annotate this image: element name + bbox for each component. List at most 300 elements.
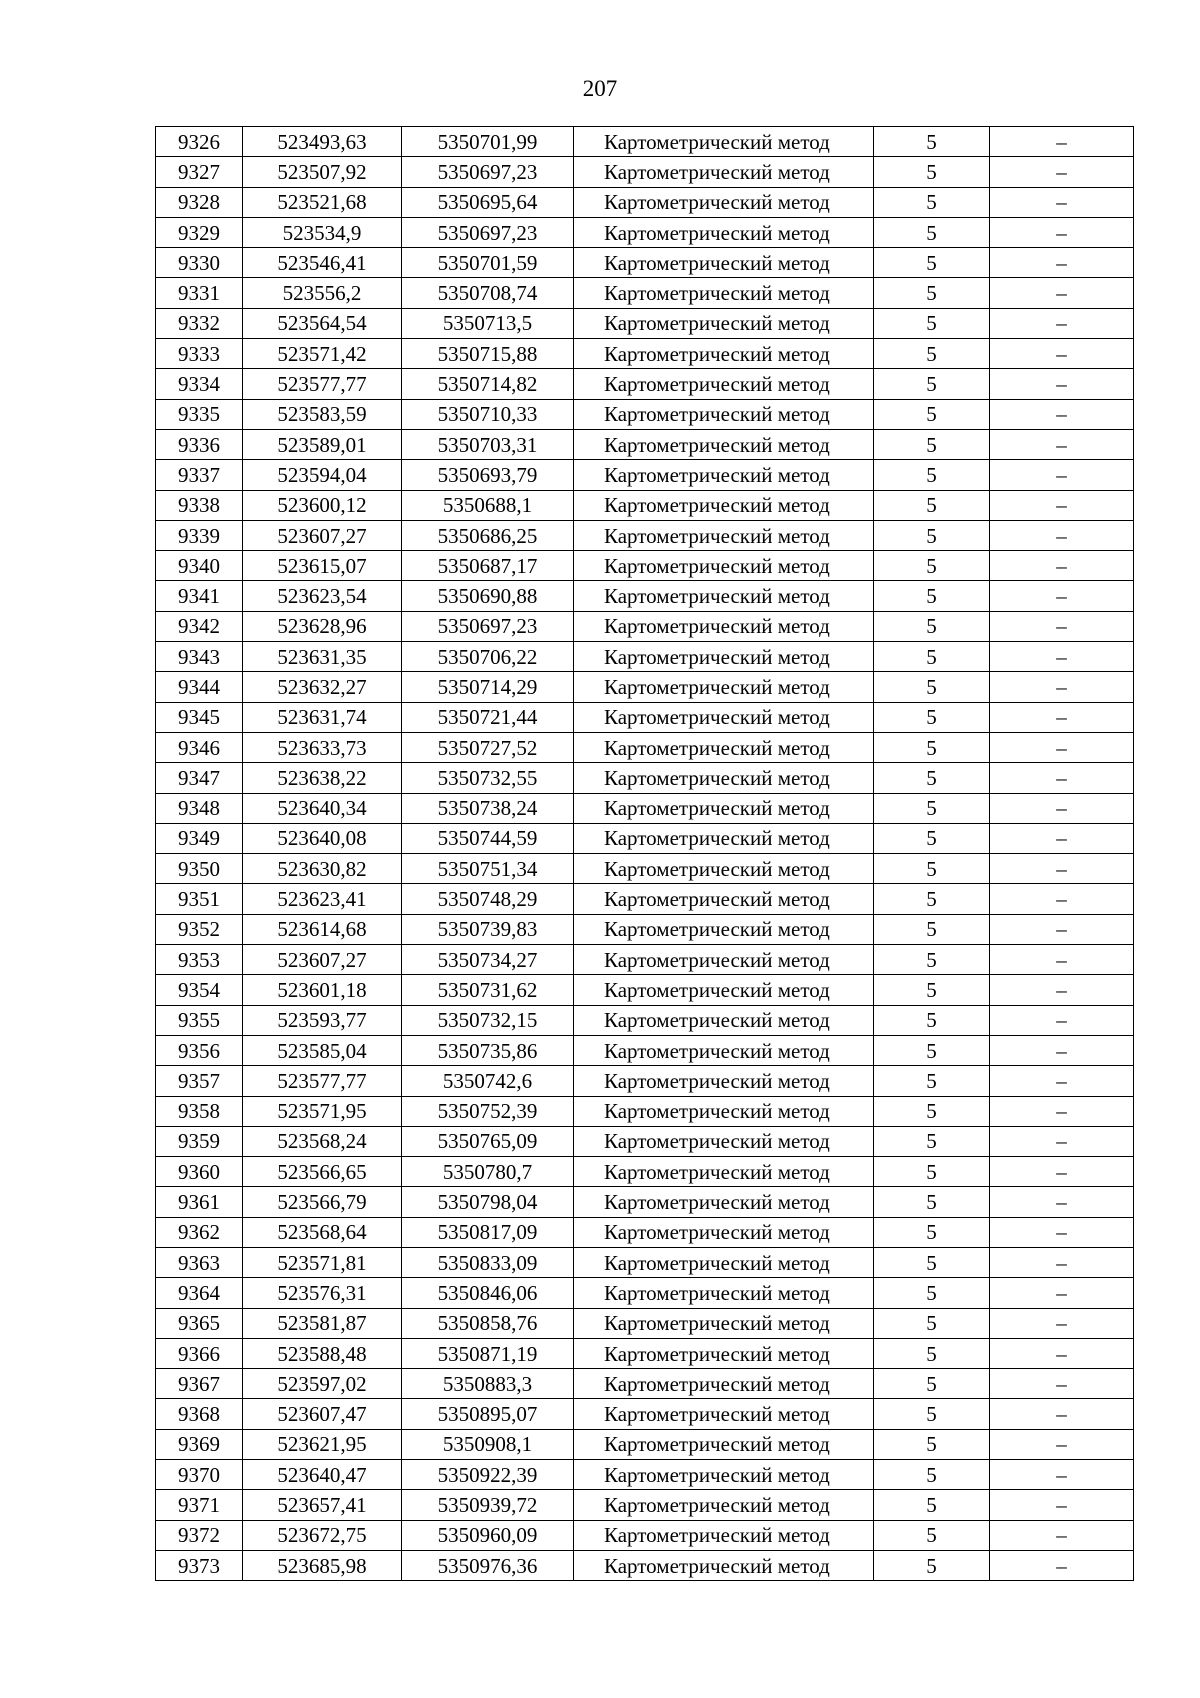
y-coordinate-cell: 5350710,33 xyxy=(402,399,574,429)
x-coordinate-cell: 523571,42 xyxy=(243,339,402,369)
x-coordinate-cell: 523621,95 xyxy=(243,1429,402,1459)
y-coordinate-cell: 5350714,82 xyxy=(402,369,574,399)
y-coordinate-cell: 5350686,25 xyxy=(402,520,574,550)
table-row xyxy=(156,1278,1134,1308)
table-row xyxy=(156,884,1134,914)
point-number-cell: 9349 xyxy=(156,823,243,853)
note-cell: – xyxy=(990,914,1134,944)
accuracy-cell: 5 xyxy=(874,429,990,459)
method-cell: Картометрический метод xyxy=(574,1460,874,1490)
accuracy-cell: 5 xyxy=(874,157,990,187)
note-cell: – xyxy=(990,1126,1134,1156)
method-cell: Картометрический метод xyxy=(574,945,874,975)
y-coordinate-cell: 5350976,36 xyxy=(402,1550,574,1580)
point-number-cell: 9360 xyxy=(156,1157,243,1187)
accuracy-cell: 5 xyxy=(874,1308,990,1338)
note-cell: – xyxy=(990,854,1134,884)
method-cell: Картометрический метод xyxy=(574,127,874,157)
method-cell: Картометрический метод xyxy=(574,551,874,581)
accuracy-cell: 5 xyxy=(874,1066,990,1096)
point-number-cell: 9371 xyxy=(156,1490,243,1520)
x-coordinate-cell: 523577,77 xyxy=(243,1066,402,1096)
point-number-cell: 9343 xyxy=(156,642,243,672)
note-cell: – xyxy=(990,1520,1134,1550)
y-coordinate-cell: 5350895,07 xyxy=(402,1399,574,1429)
table-row xyxy=(156,975,1134,1005)
table-row xyxy=(156,1066,1134,1096)
y-coordinate-cell: 5350697,23 xyxy=(402,157,574,187)
point-number-cell: 9364 xyxy=(156,1278,243,1308)
note-cell: – xyxy=(990,127,1134,157)
y-coordinate-cell: 5350751,34 xyxy=(402,854,574,884)
point-number-cell: 9356 xyxy=(156,1035,243,1065)
accuracy-cell: 5 xyxy=(874,1429,990,1459)
note-cell: – xyxy=(990,1338,1134,1368)
point-number-cell: 9373 xyxy=(156,1550,243,1580)
table-row xyxy=(156,1308,1134,1338)
y-coordinate-cell: 5350708,74 xyxy=(402,278,574,308)
point-number-cell: 9342 xyxy=(156,611,243,641)
point-number-cell: 9332 xyxy=(156,308,243,338)
point-number-cell: 9337 xyxy=(156,460,243,490)
table-row xyxy=(156,1005,1134,1035)
table-row xyxy=(156,1247,1134,1277)
method-cell: Картометрический метод xyxy=(574,672,874,702)
y-coordinate-cell: 5350690,88 xyxy=(402,581,574,611)
note-cell: – xyxy=(990,763,1134,793)
table-row xyxy=(156,429,1134,459)
method-cell: Картометрический метод xyxy=(574,1126,874,1156)
method-cell: Картометрический метод xyxy=(574,1247,874,1277)
y-coordinate-cell: 5350765,09 xyxy=(402,1126,574,1156)
y-coordinate-cell: 5350738,24 xyxy=(402,793,574,823)
accuracy-cell: 5 xyxy=(874,581,990,611)
y-coordinate-cell: 5350846,06 xyxy=(402,1278,574,1308)
point-number-cell: 9340 xyxy=(156,551,243,581)
accuracy-cell: 5 xyxy=(874,1217,990,1247)
accuracy-cell: 5 xyxy=(874,1157,990,1187)
accuracy-cell: 5 xyxy=(874,1126,990,1156)
y-coordinate-cell: 5350714,29 xyxy=(402,672,574,702)
accuracy-cell: 5 xyxy=(874,1278,990,1308)
note-cell: – xyxy=(990,732,1134,762)
note-cell: – xyxy=(990,702,1134,732)
x-coordinate-cell: 523581,87 xyxy=(243,1308,402,1338)
note-cell: – xyxy=(990,672,1134,702)
table-row xyxy=(156,1550,1134,1580)
point-number-cell: 9363 xyxy=(156,1247,243,1277)
method-cell: Картометрический метод xyxy=(574,248,874,278)
x-coordinate-cell: 523521,68 xyxy=(243,187,402,217)
y-coordinate-cell: 5350721,44 xyxy=(402,702,574,732)
method-cell: Картометрический метод xyxy=(574,1490,874,1520)
method-cell: Картометрический метод xyxy=(574,611,874,641)
x-coordinate-cell: 523568,64 xyxy=(243,1217,402,1247)
table-row xyxy=(156,369,1134,399)
method-cell: Картометрический метод xyxy=(574,399,874,429)
y-coordinate-cell: 5350697,23 xyxy=(402,217,574,247)
accuracy-cell: 5 xyxy=(874,551,990,581)
page-number: 207 xyxy=(582,76,618,101)
accuracy-cell: 5 xyxy=(874,1399,990,1429)
y-coordinate-cell: 5350688,1 xyxy=(402,490,574,520)
note-cell: – xyxy=(990,1278,1134,1308)
note-cell: – xyxy=(990,1066,1134,1096)
y-coordinate-cell: 5350748,29 xyxy=(402,884,574,914)
accuracy-cell: 5 xyxy=(874,1550,990,1580)
accuracy-cell: 5 xyxy=(874,490,990,520)
y-coordinate-cell: 5350744,59 xyxy=(402,823,574,853)
x-coordinate-cell: 523585,04 xyxy=(243,1035,402,1065)
note-cell: – xyxy=(990,1035,1134,1065)
method-cell: Картометрический метод xyxy=(574,1035,874,1065)
point-number-cell: 9347 xyxy=(156,763,243,793)
method-cell: Картометрический метод xyxy=(574,1005,874,1035)
y-coordinate-cell: 5350871,19 xyxy=(402,1338,574,1368)
accuracy-cell: 5 xyxy=(874,248,990,278)
table-row xyxy=(156,157,1134,187)
method-cell: Картометрический метод xyxy=(574,1187,874,1217)
accuracy-cell: 5 xyxy=(874,217,990,247)
x-coordinate-cell: 523507,92 xyxy=(243,157,402,187)
method-cell: Картометрический метод xyxy=(574,581,874,611)
y-coordinate-cell: 5350701,99 xyxy=(402,127,574,157)
note-cell: – xyxy=(990,551,1134,581)
y-coordinate-cell: 5350922,39 xyxy=(402,1460,574,1490)
x-coordinate-cell: 523588,48 xyxy=(243,1338,402,1368)
point-number-cell: 9329 xyxy=(156,217,243,247)
x-coordinate-cell: 523630,82 xyxy=(243,854,402,884)
point-number-cell: 9328 xyxy=(156,187,243,217)
y-coordinate-cell: 5350697,23 xyxy=(402,611,574,641)
accuracy-cell: 5 xyxy=(874,1035,990,1065)
table-row xyxy=(156,854,1134,884)
method-cell: Картометрический метод xyxy=(574,1217,874,1247)
x-coordinate-cell: 523597,02 xyxy=(243,1369,402,1399)
accuracy-cell: 5 xyxy=(874,975,990,1005)
method-cell: Картометрический метод xyxy=(574,702,874,732)
method-cell: Картометрический метод xyxy=(574,278,874,308)
method-cell: Картометрический метод xyxy=(574,914,874,944)
accuracy-cell: 5 xyxy=(874,369,990,399)
accuracy-cell: 5 xyxy=(874,339,990,369)
method-cell: Картометрический метод xyxy=(574,490,874,520)
table-row xyxy=(156,611,1134,641)
accuracy-cell: 5 xyxy=(874,732,990,762)
table-row xyxy=(156,399,1134,429)
point-number-cell: 9351 xyxy=(156,884,243,914)
x-coordinate-cell: 523657,41 xyxy=(243,1490,402,1520)
x-coordinate-cell: 523623,41 xyxy=(243,884,402,914)
table-row xyxy=(156,248,1134,278)
table-row xyxy=(156,460,1134,490)
method-cell: Картометрический метод xyxy=(574,1520,874,1550)
note-cell: – xyxy=(990,1096,1134,1126)
note-cell: – xyxy=(990,1217,1134,1247)
x-coordinate-cell: 523583,59 xyxy=(243,399,402,429)
x-coordinate-cell: 523589,01 xyxy=(243,429,402,459)
method-cell: Картометрический метод xyxy=(574,1308,874,1338)
y-coordinate-cell: 5350742,6 xyxy=(402,1066,574,1096)
table-row xyxy=(156,1126,1134,1156)
accuracy-cell: 5 xyxy=(874,1369,990,1399)
table-row xyxy=(156,308,1134,338)
x-coordinate-cell: 523601,18 xyxy=(243,975,402,1005)
method-cell: Картометрический метод xyxy=(574,1550,874,1580)
point-number-cell: 9372 xyxy=(156,1520,243,1550)
accuracy-cell: 5 xyxy=(874,945,990,975)
coordinates-table-body xyxy=(156,127,1134,1581)
x-coordinate-cell: 523571,95 xyxy=(243,1096,402,1126)
point-number-cell: 9368 xyxy=(156,1399,243,1429)
y-coordinate-cell: 5350798,04 xyxy=(402,1187,574,1217)
y-coordinate-cell: 5350939,72 xyxy=(402,1490,574,1520)
accuracy-cell: 5 xyxy=(874,127,990,157)
method-cell: Картометрический метод xyxy=(574,793,874,823)
accuracy-cell: 5 xyxy=(874,460,990,490)
point-number-cell: 9348 xyxy=(156,793,243,823)
point-number-cell: 9353 xyxy=(156,945,243,975)
y-coordinate-cell: 5350703,31 xyxy=(402,429,574,459)
point-number-cell: 9361 xyxy=(156,1187,243,1217)
point-number-cell: 9334 xyxy=(156,369,243,399)
table-row xyxy=(156,1369,1134,1399)
note-cell: – xyxy=(990,1247,1134,1277)
x-coordinate-cell: 523577,77 xyxy=(243,369,402,399)
y-coordinate-cell: 5350734,27 xyxy=(402,945,574,975)
accuracy-cell: 5 xyxy=(874,1490,990,1520)
note-cell: – xyxy=(990,1490,1134,1520)
method-cell: Картометрический метод xyxy=(574,187,874,217)
table-row xyxy=(156,127,1134,157)
note-cell: – xyxy=(990,429,1134,459)
x-coordinate-cell: 523593,77 xyxy=(243,1005,402,1035)
note-cell: – xyxy=(990,1399,1134,1429)
note-cell: – xyxy=(990,1157,1134,1187)
point-number-cell: 9345 xyxy=(156,702,243,732)
y-coordinate-cell: 5350735,86 xyxy=(402,1035,574,1065)
method-cell: Картометрический метод xyxy=(574,217,874,247)
x-coordinate-cell: 523568,24 xyxy=(243,1126,402,1156)
table-row xyxy=(156,1460,1134,1490)
method-cell: Картометрический метод xyxy=(574,823,874,853)
note-cell: – xyxy=(990,1460,1134,1490)
note-cell: – xyxy=(990,1308,1134,1338)
x-coordinate-cell: 523594,04 xyxy=(243,460,402,490)
note-cell: – xyxy=(990,217,1134,247)
x-coordinate-cell: 523546,41 xyxy=(243,248,402,278)
point-number-cell: 9369 xyxy=(156,1429,243,1459)
x-coordinate-cell: 523607,27 xyxy=(243,945,402,975)
note-cell: – xyxy=(990,187,1134,217)
method-cell: Картометрический метод xyxy=(574,1429,874,1459)
y-coordinate-cell: 5350833,09 xyxy=(402,1247,574,1277)
table-row xyxy=(156,945,1134,975)
method-cell: Картометрический метод xyxy=(574,1157,874,1187)
method-cell: Картометрический метод xyxy=(574,339,874,369)
accuracy-cell: 5 xyxy=(874,1096,990,1126)
y-coordinate-cell: 5350732,55 xyxy=(402,763,574,793)
x-coordinate-cell: 523632,27 xyxy=(243,672,402,702)
y-coordinate-cell: 5350883,3 xyxy=(402,1369,574,1399)
point-number-cell: 9352 xyxy=(156,914,243,944)
method-cell: Картометрический метод xyxy=(574,157,874,187)
note-cell: – xyxy=(990,399,1134,429)
x-coordinate-cell: 523615,07 xyxy=(243,551,402,581)
note-cell: – xyxy=(990,1550,1134,1580)
method-cell: Картометрический метод xyxy=(574,854,874,884)
x-coordinate-cell: 523493,63 xyxy=(243,127,402,157)
x-coordinate-cell: 523672,75 xyxy=(243,1520,402,1550)
accuracy-cell: 5 xyxy=(874,884,990,914)
y-coordinate-cell: 5350739,83 xyxy=(402,914,574,944)
note-cell: – xyxy=(990,611,1134,641)
accuracy-cell: 5 xyxy=(874,399,990,429)
x-coordinate-cell: 523600,12 xyxy=(243,490,402,520)
x-coordinate-cell: 523631,35 xyxy=(243,642,402,672)
y-coordinate-cell: 5350715,88 xyxy=(402,339,574,369)
accuracy-cell: 5 xyxy=(874,854,990,884)
table-row xyxy=(156,763,1134,793)
note-cell: – xyxy=(990,248,1134,278)
point-number-cell: 9330 xyxy=(156,248,243,278)
x-coordinate-cell: 523607,27 xyxy=(243,520,402,550)
method-cell: Картометрический метод xyxy=(574,460,874,490)
x-coordinate-cell: 523631,74 xyxy=(243,702,402,732)
y-coordinate-cell: 5350752,39 xyxy=(402,1096,574,1126)
accuracy-cell: 5 xyxy=(874,187,990,217)
accuracy-cell: 5 xyxy=(874,1460,990,1490)
x-coordinate-cell: 523564,54 xyxy=(243,308,402,338)
note-cell: – xyxy=(990,490,1134,520)
point-number-cell: 9367 xyxy=(156,1369,243,1399)
accuracy-cell: 5 xyxy=(874,793,990,823)
y-coordinate-cell: 5350693,79 xyxy=(402,460,574,490)
point-number-cell: 9333 xyxy=(156,339,243,369)
table-row xyxy=(156,339,1134,369)
coordinates-table xyxy=(155,126,1134,1581)
note-cell: – xyxy=(990,1005,1134,1035)
table-row xyxy=(156,1399,1134,1429)
method-cell: Картометрический метод xyxy=(574,1369,874,1399)
x-coordinate-cell: 523638,22 xyxy=(243,763,402,793)
x-coordinate-cell: 523566,65 xyxy=(243,1157,402,1187)
x-coordinate-cell: 523640,08 xyxy=(243,823,402,853)
accuracy-cell: 5 xyxy=(874,823,990,853)
x-coordinate-cell: 523628,96 xyxy=(243,611,402,641)
accuracy-cell: 5 xyxy=(874,611,990,641)
note-cell: – xyxy=(990,975,1134,1005)
accuracy-cell: 5 xyxy=(874,763,990,793)
table-row xyxy=(156,732,1134,762)
note-cell: – xyxy=(990,1369,1134,1399)
table-row xyxy=(156,490,1134,520)
point-number-cell: 9341 xyxy=(156,581,243,611)
method-cell: Картометрический метод xyxy=(574,308,874,338)
note-cell: – xyxy=(990,884,1134,914)
point-number-cell: 9338 xyxy=(156,490,243,520)
method-cell: Картометрический метод xyxy=(574,884,874,914)
point-number-cell: 9359 xyxy=(156,1126,243,1156)
point-number-cell: 9327 xyxy=(156,157,243,187)
accuracy-cell: 5 xyxy=(874,308,990,338)
table-row xyxy=(156,520,1134,550)
table-row xyxy=(156,672,1134,702)
note-cell: – xyxy=(990,278,1134,308)
accuracy-cell: 5 xyxy=(874,642,990,672)
point-number-cell: 9346 xyxy=(156,732,243,762)
table-row xyxy=(156,278,1134,308)
y-coordinate-cell: 5350713,5 xyxy=(402,308,574,338)
table-row xyxy=(156,793,1134,823)
table-row xyxy=(156,1338,1134,1368)
y-coordinate-cell: 5350727,52 xyxy=(402,732,574,762)
x-coordinate-cell: 523623,54 xyxy=(243,581,402,611)
method-cell: Картометрический метод xyxy=(574,732,874,762)
accuracy-cell: 5 xyxy=(874,1520,990,1550)
x-coordinate-cell: 523534,9 xyxy=(243,217,402,247)
method-cell: Картометрический метод xyxy=(574,520,874,550)
y-coordinate-cell: 5350908,1 xyxy=(402,1429,574,1459)
accuracy-cell: 5 xyxy=(874,914,990,944)
point-number-cell: 9350 xyxy=(156,854,243,884)
accuracy-cell: 5 xyxy=(874,1247,990,1277)
table-row xyxy=(156,1157,1134,1187)
point-number-cell: 9335 xyxy=(156,399,243,429)
table-row xyxy=(156,702,1134,732)
y-coordinate-cell: 5350701,59 xyxy=(402,248,574,278)
table-row xyxy=(156,1217,1134,1247)
x-coordinate-cell: 523556,2 xyxy=(243,278,402,308)
y-coordinate-cell: 5350817,09 xyxy=(402,1217,574,1247)
table-row xyxy=(156,217,1134,247)
table-row xyxy=(156,642,1134,672)
note-cell: – xyxy=(990,369,1134,399)
point-number-cell: 9355 xyxy=(156,1005,243,1035)
x-coordinate-cell: 523685,98 xyxy=(243,1550,402,1580)
point-number-cell: 9366 xyxy=(156,1338,243,1368)
table-row xyxy=(156,581,1134,611)
method-cell: Картометрический метод xyxy=(574,975,874,1005)
note-cell: – xyxy=(990,1429,1134,1459)
table-row xyxy=(156,1429,1134,1459)
y-coordinate-cell: 5350858,76 xyxy=(402,1308,574,1338)
y-coordinate-cell: 5350706,22 xyxy=(402,642,574,672)
table-row xyxy=(156,551,1134,581)
table-row xyxy=(156,1096,1134,1126)
method-cell: Картометрический метод xyxy=(574,1278,874,1308)
y-coordinate-cell: 5350780,7 xyxy=(402,1157,574,1187)
x-coordinate-cell: 523576,31 xyxy=(243,1278,402,1308)
y-coordinate-cell: 5350687,17 xyxy=(402,551,574,581)
x-coordinate-cell: 523640,47 xyxy=(243,1460,402,1490)
table-row xyxy=(156,1490,1134,1520)
note-cell: – xyxy=(990,945,1134,975)
point-number-cell: 9326 xyxy=(156,127,243,157)
method-cell: Картометрический метод xyxy=(574,369,874,399)
y-coordinate-cell: 5350731,62 xyxy=(402,975,574,1005)
accuracy-cell: 5 xyxy=(874,520,990,550)
note-cell: – xyxy=(990,520,1134,550)
x-coordinate-cell: 523571,81 xyxy=(243,1247,402,1277)
table-row xyxy=(156,823,1134,853)
accuracy-cell: 5 xyxy=(874,1005,990,1035)
note-cell: – xyxy=(990,793,1134,823)
x-coordinate-cell: 523566,79 xyxy=(243,1187,402,1217)
table-row xyxy=(156,1035,1134,1065)
y-coordinate-cell: 5350732,15 xyxy=(402,1005,574,1035)
table-row xyxy=(156,914,1134,944)
